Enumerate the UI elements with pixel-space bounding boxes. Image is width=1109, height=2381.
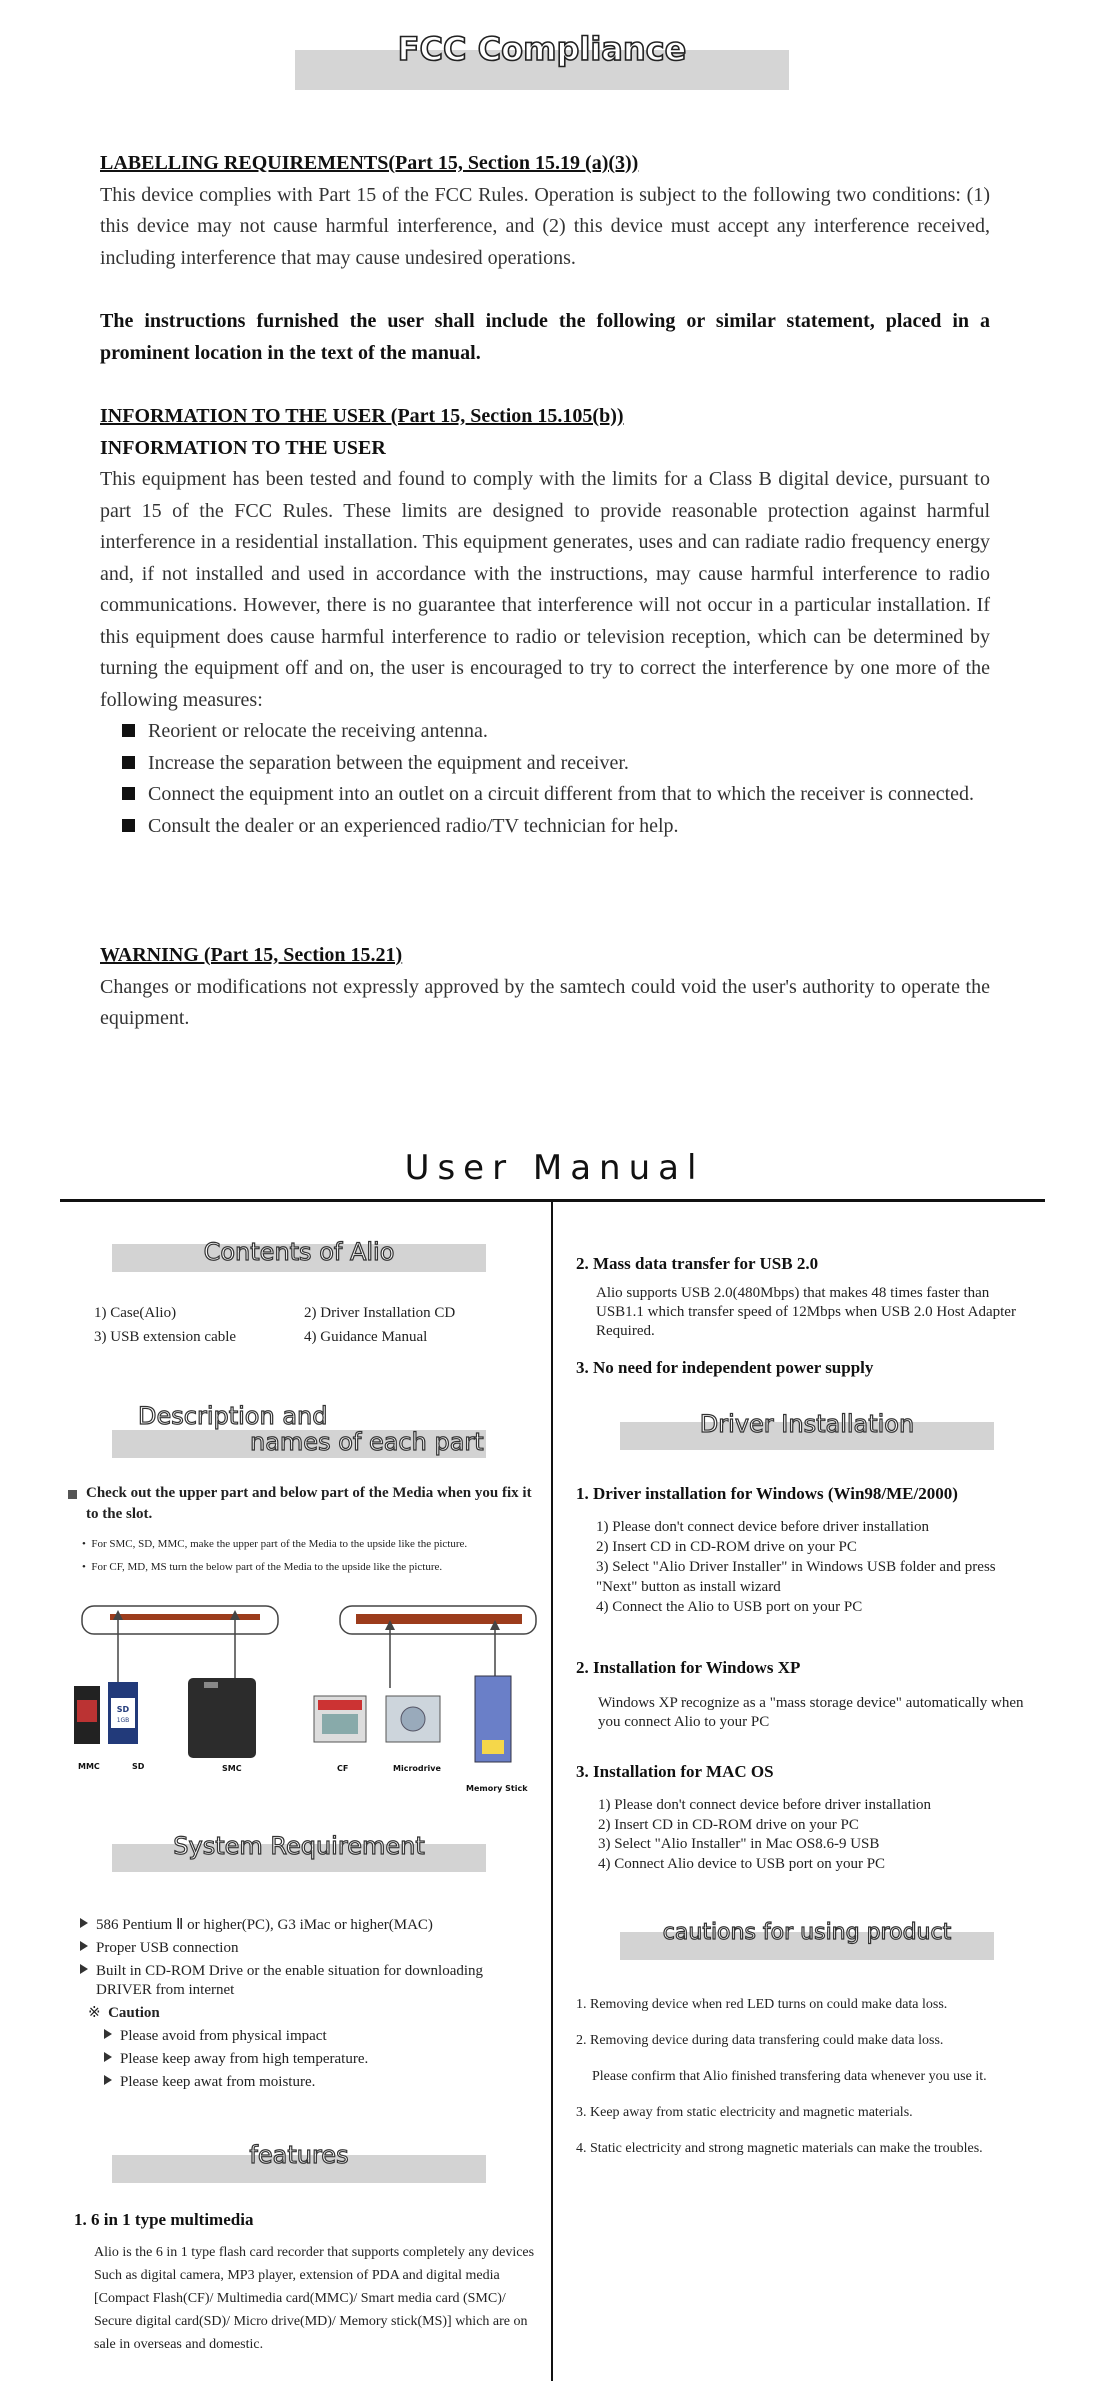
contents-item: 1) Case(Alio) [94, 1305, 177, 1321]
description-heading-line1: Description and [138, 1402, 328, 1430]
feature-1-heading: 1. 6 in 1 type multimedia [74, 2210, 254, 2229]
cautions-product-list [576, 1995, 1046, 2175]
labelling-text: This device complies with Part 15 of the FCC Rules. Operation is subject to the following two conditions: (1) this device may not cause harmful interference, and (2) this device must accept any interference received, including interference that may cause undesired operations. [100, 183, 990, 269]
list-item: 1) Please don't connect device before driver installation [596, 1519, 929, 1535]
manual-title: User Manual [404, 1148, 705, 1188]
feature-2-heading: 2. Mass data transfer for USB 2.0 [576, 1254, 819, 1273]
warning-heading: WARNING (Part 15, Section 15.21) [100, 944, 403, 966]
reference-mark-icon: ※ [88, 2005, 101, 2021]
list-item: Please confirm that Alio finished transfering data whenever you use it. [592, 2069, 987, 2084]
info-text: This equipment has been tested and found to comply with the limits for a Class B digital device, pursuant to part 15 of the FCC Rules. These limits are designed to provide reasonable protection against harmful interference in a residential installation. This equipment generates, uses and can radiate radio frequency energy and, if not installed and used in accordance with the instructions, may cause harmful interference to radio communications. However, there is no guarantee that interference will not occur in a particular installation. If this equipment does cause harmful interference to radio or television reception, which can be determined by turning the equipment off and on, the user is encouraged to try to correct the interference by one more of the following measures: [100, 468, 990, 711]
feature-3-heading: 3. No need for independent power supply [576, 1358, 874, 1377]
triangle-bullet-icon [80, 1941, 88, 1951]
microdrive-label: Microdrive [393, 1764, 441, 1773]
fcc-title: FCC Compliance [397, 30, 687, 68]
list-item: Proper USB connection [80, 1939, 540, 1958]
list-item: 4) Connect Alio device to USB port on your PC [598, 1855, 886, 1872]
feature-2-text: Alio supports USB 2.0(480Mbps) that makes 48 times faster than USB1.1 which transfer speed of 12Mbps when USB 2.0 Host Adapter Required. [596, 1285, 1016, 1339]
list-item: 1. Removing device when red LED turns on could make data loss. [576, 1997, 948, 2012]
mmc-label: MMC [78, 1762, 100, 1771]
driver-3-heading: 3. Installation for MAC OS [576, 1762, 774, 1781]
list-item: 2) Insert CD in CD-ROM drive on your PC [598, 1816, 859, 1833]
fcc-labelling-section [100, 148, 990, 274]
list-item: Reorient or relocate the receiving antenna. [122, 716, 990, 748]
list-item: 1) Please don't connect device before driver installation [598, 1797, 931, 1813]
contents-item: 3) USB extension cable [94, 1329, 237, 1345]
fcc-warning-section [100, 940, 990, 1035]
fcc-info-section [100, 401, 990, 842]
driver-3-steps [598, 1796, 1028, 1874]
fcc-instructions [100, 306, 990, 369]
description-bullet: • For SMC, SD, MMC, make the upper part of the Media to the upside like the picture. [82, 1538, 468, 1550]
info-subheading: INFORMATION TO THE USER [100, 436, 386, 459]
sd-label: SD [132, 1762, 145, 1771]
description-heading-line2: names of each part [250, 1428, 484, 1456]
cautions-product-heading: cautions for using product [662, 1920, 952, 1945]
list-item: Please avoid from physical impact [80, 2027, 540, 2046]
driver-2-text: Windows XP recognize as a "mass storage device" automatically when you connect Alio to your PC [598, 1695, 1024, 1730]
square-bullet-icon [68, 1490, 77, 1499]
list-item: 3. Keep away from static electricity and magnetic materials. [576, 2105, 913, 2120]
list-item: Consult the dealer or an experienced radio/TV technician for help. [122, 811, 990, 843]
info-heading: INFORMATION TO THE USER (Part 15, Section 15.105(b)) [100, 405, 624, 427]
list-item: 2) Insert CD in CD-ROM drive on your PC [596, 1539, 857, 1555]
warning-text: Changes or modifications not expressly approved by the samtech could void the user's authority to operate the equipment. [100, 975, 990, 1029]
list-item: 3) Select "Alio Driver Installer" in Windows USB folder and press "Next" button as install wizard [596, 1559, 996, 1595]
contents-heading: Contents of Alio [203, 1238, 395, 1266]
contents-item: 2) Driver Installation CD [304, 1305, 456, 1321]
list-item: 2. Removing device during data transfering could make data loss. [576, 2033, 944, 2048]
triangle-bullet-icon [104, 2075, 112, 2085]
sd-card-size-text: 1GB [116, 1717, 130, 1724]
list-item: 3) Select "Alio Installer" in Mac OS8.6-9 USB [598, 1836, 880, 1852]
check-text: Check out the upper part and below part of the Media when you fix it to the slot. [86, 1485, 532, 1522]
description-bullet: • For CF, MD, MS turn the below part of the Media to the upside like the picture. [82, 1561, 443, 1573]
triangle-bullet-icon [104, 2052, 112, 2062]
square-bullet-icon [122, 756, 135, 769]
labelling-heading: LABELLING REQUIREMENTS(Part 15, Section 15.19 (a)(3)) [100, 152, 639, 174]
driver-2-heading: 2. Installation for Windows XP [576, 1658, 801, 1677]
square-bullet-icon [122, 787, 135, 800]
sd-card-text: SD [116, 1705, 130, 1714]
memory-stick-label: Memory Stick [466, 1784, 528, 1793]
list-item: 4. Static electricity and strong magnetic materials can make the troubles. [576, 2141, 983, 2156]
list-item: Increase the separation between the equipment and receiver. [122, 748, 990, 780]
list-item: 586 Pentium Ⅱ or higher(PC), G3 iMac or higher(MAC) [80, 1916, 540, 1935]
square-bullet-icon [122, 819, 135, 832]
column-divider [551, 1202, 553, 2381]
triangle-bullet-icon [104, 2029, 112, 2039]
system-heading: System Requirement [173, 1832, 425, 1860]
contents-item: 4) Guidance Manual [304, 1329, 428, 1345]
features-heading: features [249, 2141, 349, 2169]
feature-1-text: Alio is the 6 in 1 type flash card recorder that supports completely any devices Such as digital camera, MP3 player, extension of PDA and digital media [Compact Flash(CF)/ Multimedia card(MMC)/ Smart media card (SMC)/ Secure digital card(SD)/ Micro drive(MD)/ Memory stick(MS)] which are on sale in overseas and domestic. [94, 2245, 535, 2352]
list-item: Please keep away from high temperature. [80, 2050, 540, 2069]
driver-heading: Driver Installation [699, 1410, 915, 1438]
list-item: Please keep awat from moisture. [80, 2073, 540, 2092]
triangle-bullet-icon [80, 1964, 88, 1974]
cf-label: CF [337, 1764, 349, 1773]
list-item: 4) Connect the Alio to USB port on your PC [596, 1599, 863, 1615]
measures-list [100, 716, 990, 842]
system-requirements [80, 1916, 540, 2092]
smc-label: SMC [222, 1764, 242, 1773]
driver-1-steps [596, 1517, 1036, 1617]
triangle-bullet-icon [80, 1918, 88, 1928]
driver-1-heading: 1. Driver installation for Windows (Win98/ME/2000) [576, 1484, 958, 1503]
list-item: Connect the equipment into an outlet on a circuit different from that to which the receiver is connected. [122, 779, 990, 811]
instructions-text: The instructions furnished the user shall include the following or similar statement, placed in a prominent location in the text of the manual. [100, 310, 990, 364]
square-bullet-icon [122, 724, 135, 737]
list-item: Built in CD-ROM Drive or the enable situation for downloading DRIVER from internet [80, 1962, 540, 2000]
caution-heading: ※ Caution [88, 2005, 160, 2021]
